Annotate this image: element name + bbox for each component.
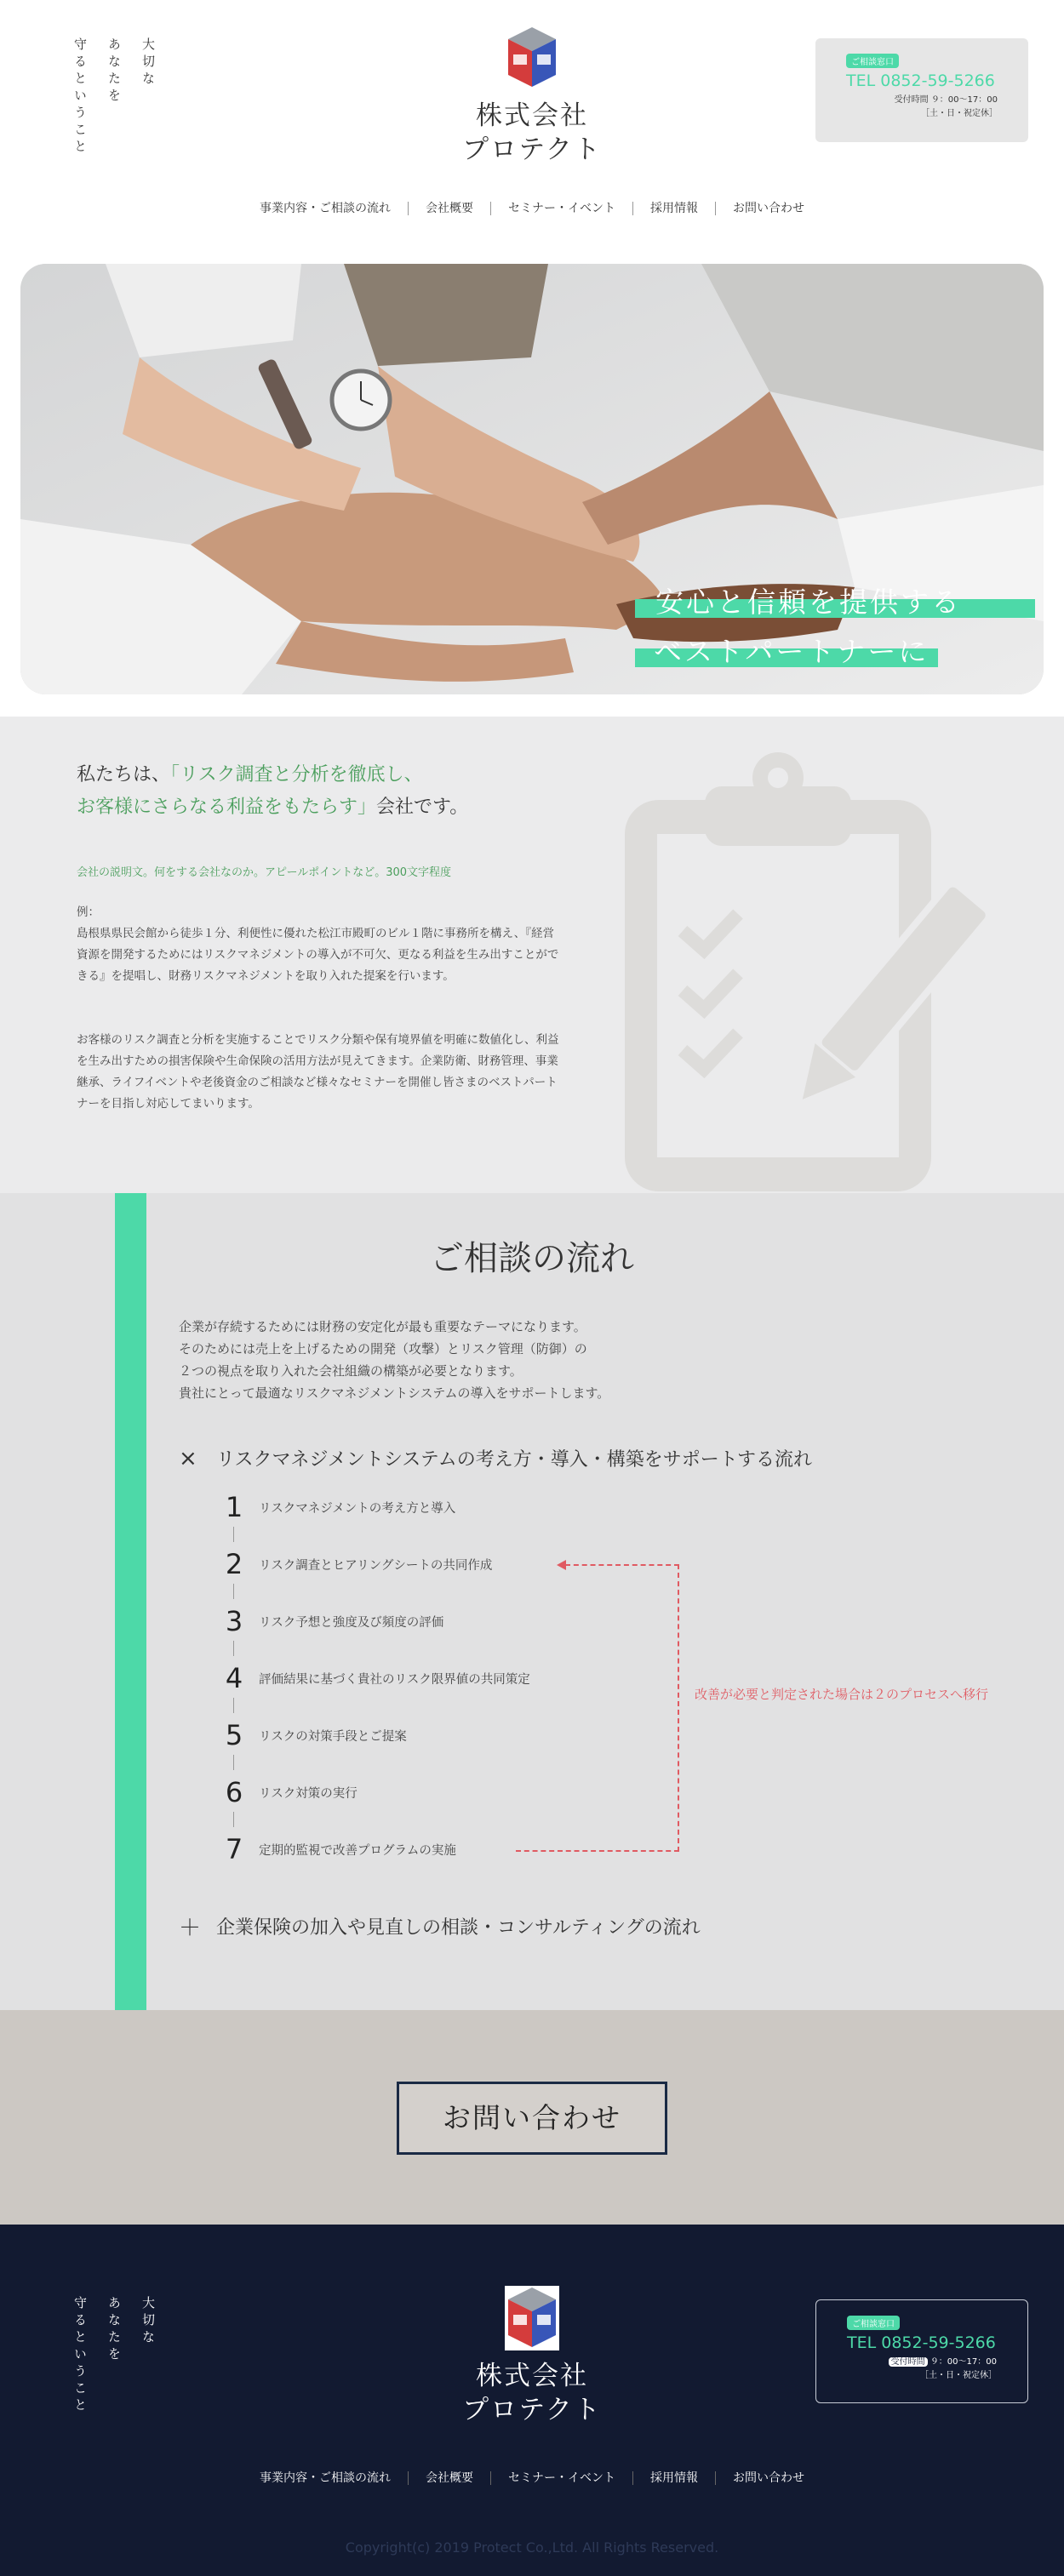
hours-value: ９：00〜17：00 [930,95,998,105]
step-label: リスク調査とヒアリングシートの共同作成 [259,1558,493,1573]
hours-note: ［土・日・祝定休］ [921,109,998,118]
hero-image [20,264,1044,694]
contact-box [815,38,1028,142]
contact-button[interactable]: お問い合わせ [397,2082,667,2155]
copyright: Copyright(c) 2019 Protect Co.,Ltd. All Rights Reserved. [345,2539,719,2556]
footer-contact-tag: ご相談窓口 [847,2316,900,2330]
flow-step-2 [221,1548,492,1580]
step-connector [233,1641,234,1656]
footer-tagline-line2: あなたを [106,2296,122,2364]
nav-item-company[interactable]: 会社概要 [408,202,490,215]
step-number: 2 [225,1548,243,1580]
accent-bar [115,1193,146,2010]
hero-line2: ベストパートナーに [654,635,930,668]
footer-nav-contact[interactable]: お問い合わせ [715,2471,821,2485]
footer-nav-company[interactable]: 会社概要 [408,2471,490,2485]
consultation-flow-section [0,1193,1064,2010]
step-connector [233,1812,234,1827]
nav-item-services[interactable]: 事業内容・ご相談の流れ [260,202,391,215]
step-label: 定期的監視で改善プログラムの実施 [259,1843,456,1858]
step-connector [233,1584,234,1599]
hero-line1: 安心と信頼を提供する [655,585,962,619]
flow-description [179,1316,609,1404]
footer-hours-label: 受付時間 [889,2357,928,2367]
footer-nav [0,2471,1064,2485]
tagline-line1: 大切な [140,37,156,89]
footer-tagline-line1: 大切な [140,2296,156,2347]
flow-step-6 [221,1776,358,1808]
phone-number[interactable]: TEL 0852-59-5266 [846,71,995,90]
nav-item-contact[interactable]: お問い合わせ [715,202,821,215]
footer-company-name-line1: 株式会社 [476,2361,588,2391]
nav-item-seminar[interactable]: セミナー・イベント [490,202,632,215]
flow-accordion-1-title: リスクマネジメントシステムの考え方・導入・構築をサポートする流れ [216,1449,813,1471]
flow-step-5 [221,1719,407,1751]
business-hours [846,94,998,121]
contact-cta-section [0,2010,1064,2225]
main-nav [0,202,1064,215]
step-connector [233,1755,234,1770]
lead-suffix: 会社です。 [376,797,469,818]
step-number: 6 [225,1776,243,1808]
clipboard-icon [623,752,989,1195]
flow-step-7 [221,1833,456,1865]
step-label: リスク予想と強度及び頻度の評価 [259,1615,444,1630]
step-connector [233,1698,234,1713]
flow-accordion-1[interactable] [179,1445,812,1471]
footer-business-hours [847,2356,997,2383]
flow-title: ご相談の流れ [430,1239,634,1278]
flow-desc-line2: そのためには売上を上げるための開発（攻撃）とリスク管理（防御）の [179,1341,587,1357]
flow-desc-line3: ２つの視点を取り入れた会社組織の構築が必要となります。 [179,1363,523,1379]
footer-contact-box [815,2299,1028,2403]
flow-step-1 [221,1491,455,1523]
loop-note: 改善が必要と判定された場合は２のプロセスへ移行 [695,1687,989,1702]
tagline-line3: 守るということ [72,37,88,157]
footer-company-name-line2: プロテクト [462,2395,602,2425]
footer-hours-value: ９：00〜17：00 [930,2357,997,2367]
lead-highlight1: 「リスク調査と分析を徹底し、 [170,764,423,785]
footer-nav-recruit[interactable]: 採用情報 [632,2471,715,2485]
flow-desc-line1: 企業が存続するためには財務の安定化が最も重要なテーマになります。 [179,1319,586,1334]
step-number: 7 [225,1833,243,1865]
site-footer [0,2225,1064,2576]
lead-highlight2: お客様にさらなる利益をもたらす」 [77,797,377,818]
nav-item-recruit[interactable]: 採用情報 [632,202,715,215]
footer-phone-number[interactable]: TEL 0852-59-5266 [847,2333,996,2352]
flow-accordion-2-title: 企業保険の加入や見直しの相談・コンサルティングの流れ [216,1917,701,1939]
step-number: 1 [225,1491,243,1523]
loop-line-bottom [516,1850,679,1852]
loop-line-vertical [678,1564,679,1852]
intro-section [0,717,1064,1193]
loop-line-top [565,1564,679,1566]
step-label: リスクマネジメントの考え方と導入 [259,1501,456,1516]
company-name-line2: プロテクト [462,134,602,165]
step-label: リスク対策の実行 [259,1786,358,1801]
footer-tagline-line3: 守るということ [72,2296,88,2415]
hours-label: 受付時間 [894,95,929,105]
example-label: 例： [77,905,100,919]
lead-prefix: 私たちは、 [77,764,171,785]
flow-step-4 [221,1662,530,1694]
intro-paragraph-1: 島根県県民会館から徒歩１分、利便性に優れた松江市殿町のビル１階に事務所を構え、『経営資源を開発するためにはリスクマネジメントの導入が不可欠、更なる利益を生み出すことができる』を提唱し、財務リスクマネジメントを取り入れた提案を行います。 [77,927,559,983]
footer-nav-seminar[interactable]: セミナー・イベント [490,2471,632,2485]
footer-hours-note: ［土・日・祝定休］ [920,2371,997,2380]
step-label: 評価結果に基づく貴社のリスク限界値の共同策定 [259,1672,530,1687]
step-number: 3 [225,1605,243,1637]
step-number: 4 [225,1662,243,1694]
intro-note: 会社の説明文。何をする会社なのか。アピールポイントなど。300文字程度 [77,866,452,879]
intro-lead [77,759,468,824]
arrow-left-icon [557,1560,566,1570]
company-logo[interactable] [505,26,559,90]
footer-nav-services[interactable]: 事業内容・ご相談の流れ [260,2471,391,2485]
intro-paragraph-2: お客様のリスク調査と分析を実施することでリスク分類や保有境界値を明確に数値化し、利益を生み出すための損害保険や生命保険の活用方法が見えてきます。企業防衛、財務管理、事業継承、ライフイベントや老後資金のご相談など様々なセミナーを開催し皆さまのベストパートナーを目指し対応してまいります。 [77,1033,559,1111]
step-connector [233,1527,234,1542]
step-number: 5 [225,1719,243,1751]
flow-desc-line4: 貴社にとって最適なリスクマネジメントシステムの導入をサポートします。 [179,1385,610,1401]
plus-icon[interactable]: ＋ [179,1916,202,1941]
company-name-line1: 株式会社 [476,100,588,131]
flow-step-3 [221,1605,443,1637]
close-icon[interactable]: × [179,1445,197,1471]
contact-tag: ご相談窓口 [846,54,899,68]
site-header [0,0,1064,255]
flow-accordion-2[interactable] [179,1911,701,1942]
tagline-line2: あなたを [106,37,122,106]
footer-company-logo[interactable] [505,2286,559,2350]
step-label: リスクの対策手段とご提案 [259,1729,407,1744]
